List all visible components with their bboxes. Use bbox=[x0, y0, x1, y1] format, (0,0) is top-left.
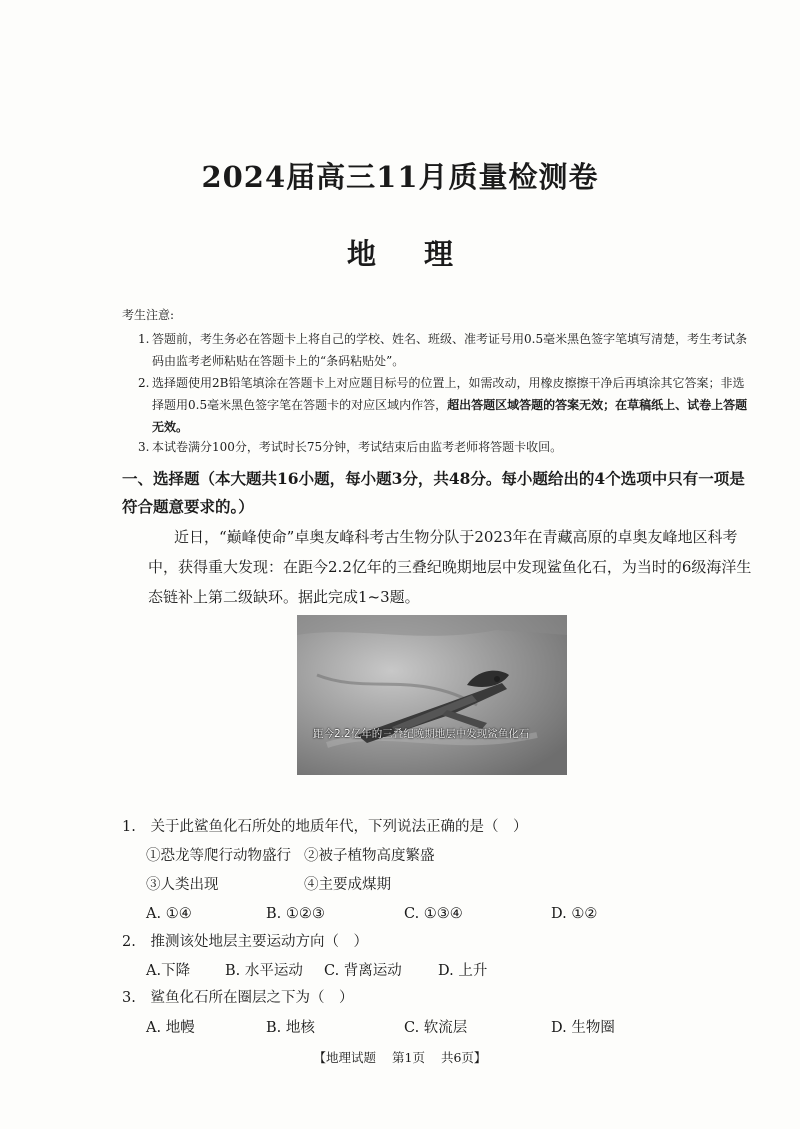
question-3 bbox=[122, 988, 353, 1008]
notice-text: 本试卷满分100分，考试时长75分钟，考试结束后由监考老师将答题卡收回。 bbox=[152, 440, 563, 454]
q2-option-b: B. 水平运动 bbox=[225, 963, 303, 979]
notice-heading: 考生注意: bbox=[122, 308, 175, 322]
page-footer bbox=[0, 1048, 800, 1066]
q2-option-d: D. 上升 bbox=[438, 963, 488, 979]
notice-item-1 bbox=[138, 328, 750, 372]
photo-caption: 距今2.2亿年的三叠纪晚期地层中发现鲨鱼化石 bbox=[313, 728, 530, 740]
question-stem: 推测该处地层主要运动方向（ ） bbox=[150, 934, 368, 950]
question-stem: 关于此鲨鱼化石所处的地质年代，下列说法正确的是（ ） bbox=[150, 819, 528, 835]
statement-4: ④主要成煤期 bbox=[304, 877, 391, 893]
q1-option-b: B. ①②③ bbox=[266, 906, 325, 922]
question-number: 2. bbox=[122, 934, 136, 950]
q2-option-a: A.下降 bbox=[146, 963, 191, 979]
reading-passage bbox=[148, 522, 760, 612]
q1-option-c: C. ①③④ bbox=[404, 906, 463, 922]
exam-title: 2024届高三11月质量检测卷 bbox=[201, 160, 599, 194]
notice-number: 1. bbox=[138, 332, 150, 346]
q3-option-c: C. 软流层 bbox=[404, 1020, 468, 1036]
notice-bold-warning: 超出答题区域答题的答案无效；在草稿纸上、试卷上答题无效。 bbox=[152, 398, 748, 434]
statement-3: ③人类出现 bbox=[146, 877, 219, 893]
shark-fossil-photo bbox=[297, 615, 567, 775]
q3-option-a: A. 地幔 bbox=[146, 1020, 195, 1036]
footer-label: 【地理试题 bbox=[313, 1050, 377, 1065]
subject-title: 地理 bbox=[346, 237, 501, 271]
notice-text: 答题前，考生务必在答题卡上将自己的学校、姓名、班级、准考证号用0.5毫米黑色签字笔填写清楚，考生考试条码由监考老师粘贴在答题卡上的“条码粘贴处”。 bbox=[152, 332, 748, 368]
q3-option-b: B. 地核 bbox=[266, 1020, 315, 1036]
notice-text: 选择题使用2B铅笔填涂在答题卡上对应题目标号的位置上，如需改动，用橡皮擦擦干净后再填涂其它答案；非选择题用0.5毫米黑色签字笔在答题卡的对应区域内作答， bbox=[152, 376, 745, 412]
question-1 bbox=[122, 817, 527, 837]
q2-option-c: C. 背离运动 bbox=[324, 963, 402, 979]
notice-item-2 bbox=[138, 372, 750, 438]
question-number: 3. bbox=[122, 990, 136, 1006]
footer-page: 第1页 bbox=[392, 1050, 425, 1065]
notice-number: 3. bbox=[138, 440, 150, 454]
q1-option-a: A. ①④ bbox=[146, 906, 192, 922]
q1-option-d: D. ①② bbox=[551, 906, 598, 922]
question-number: 1. bbox=[122, 819, 136, 835]
notice-number: 2. bbox=[138, 376, 150, 390]
q3-option-d: D. 生物圈 bbox=[551, 1020, 615, 1036]
section-heading: 一、选择题（本大题共16小题，每小题3分，共48分。每小题给出的4个选项中只有一项是符合题意要求的。） bbox=[122, 469, 745, 516]
notice-item-3 bbox=[138, 436, 750, 458]
statement-1: ①恐龙等爬行动物盛行 bbox=[146, 848, 291, 864]
statement-2: ②被子植物高度繁盛 bbox=[304, 848, 435, 864]
question-2 bbox=[122, 932, 368, 952]
question-stem: 鲨鱼化石所在圈层之下为（ ） bbox=[150, 990, 354, 1006]
footer-total: 共6页】 bbox=[440, 1050, 487, 1065]
fossil-rock-illustration bbox=[297, 615, 567, 775]
passage-paragraph: 近日，“巅峰使命”卓奥友峰科考古生物分队于2023年在青藏高原的卓奥友峰地区科考中，获得重大发现：在距今2.2亿年的三叠纪晚期地层中发现鲨鱼化石，为当时的6级海洋生态链补上第二级缺环。据此完成1~3题。 bbox=[148, 528, 752, 606]
